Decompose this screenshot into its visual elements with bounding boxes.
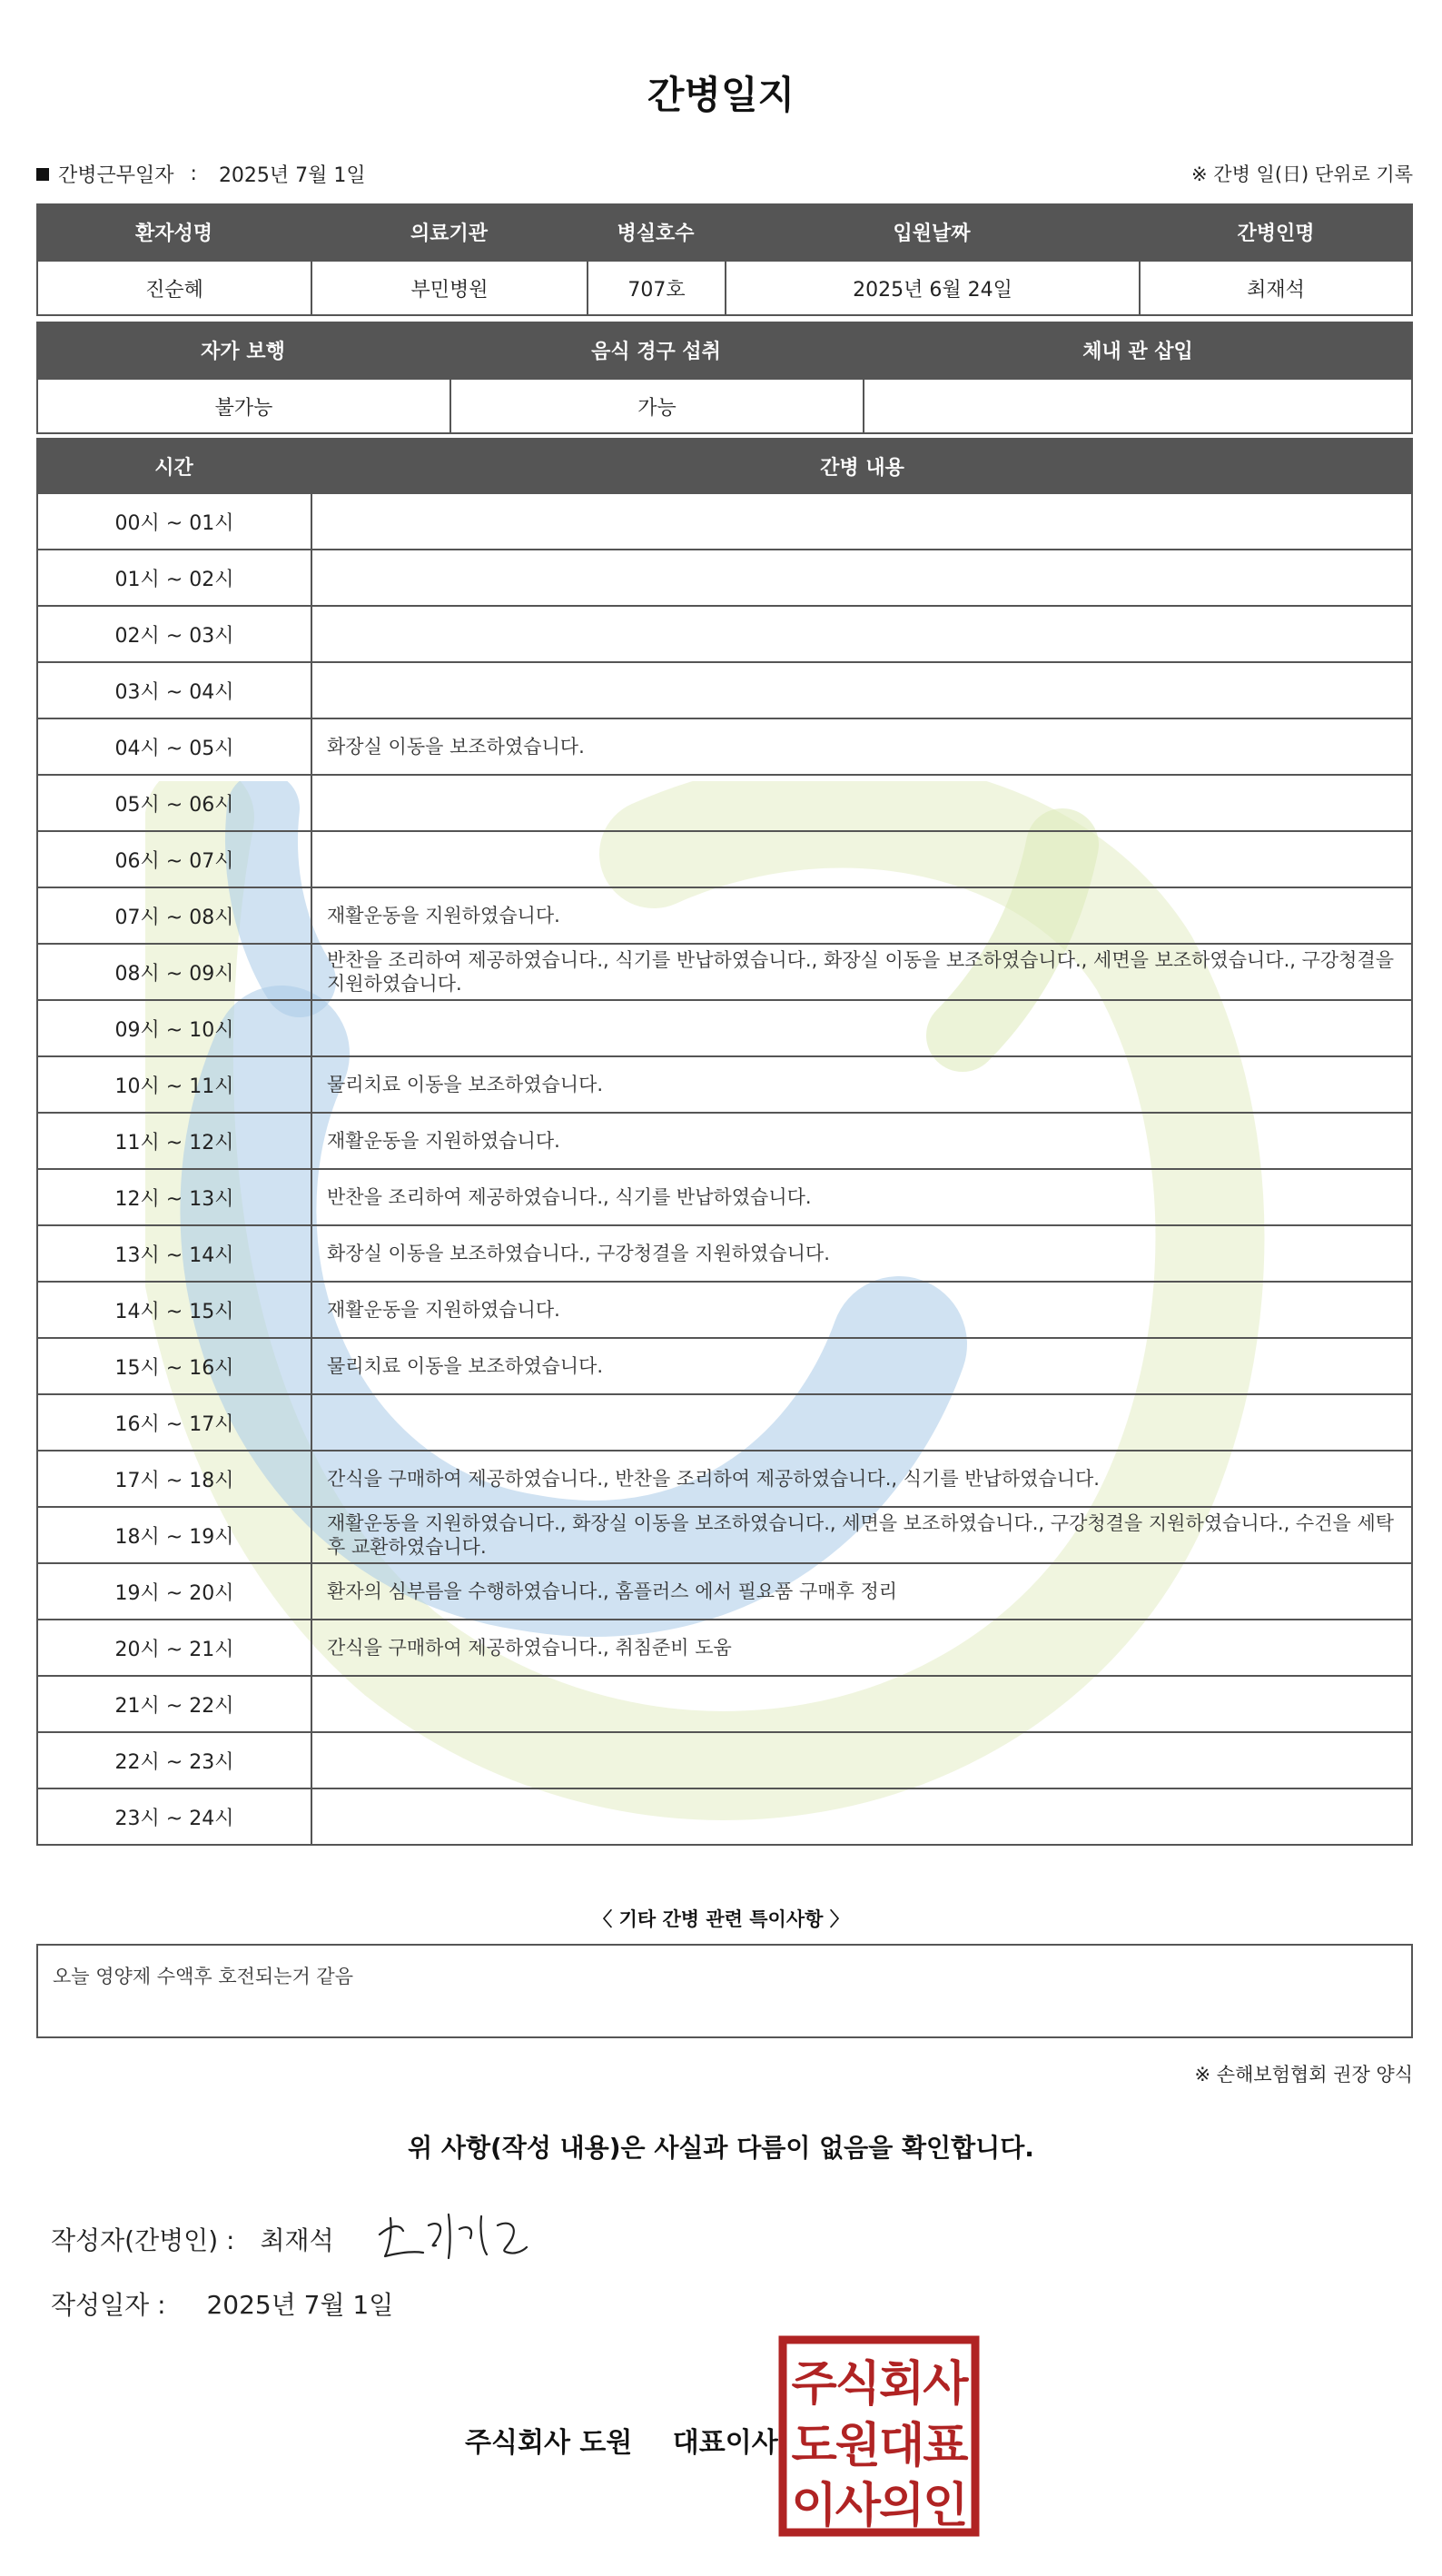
table-row <box>36 1508 1413 1564</box>
info-header-admission: 입원날짜 <box>725 203 1139 260</box>
log-time: 02시 ~ 03시 <box>38 607 312 661</box>
info-header-room: 병실호수 <box>587 203 725 260</box>
log-content <box>327 832 1398 887</box>
work-date-colon: : <box>190 163 197 185</box>
log-time: 12시 ~ 13시 <box>38 1170 312 1224</box>
log-content: 간식을 구매하여 제공하였습니다., 취침준비 도움 <box>327 1637 732 1659</box>
square-bullet-icon <box>36 168 49 181</box>
log-content: 재활운동을 지원하였습니다. <box>327 1299 560 1321</box>
table-row <box>36 1789 1413 1846</box>
log-time: 04시 ~ 05시 <box>38 719 312 774</box>
table-row <box>36 1339 1413 1395</box>
svg-text:도원대표: 도원대표 <box>791 2419 967 2473</box>
log-time: 00시 ~ 01시 <box>38 494 312 549</box>
log-content: 재활운동을 지원하였습니다. <box>327 905 560 926</box>
log-content <box>327 1001 1398 1055</box>
written-date-row <box>51 2285 393 2322</box>
log-content <box>327 1789 1398 1844</box>
info-value-room: 707호 <box>587 260 726 316</box>
info-value-hospital: 부민병원 <box>311 260 588 316</box>
log-content <box>327 1395 1398 1450</box>
company-seal-stamp <box>777 2334 981 2538</box>
table-row <box>36 1114 1413 1170</box>
work-date <box>36 160 366 188</box>
log-content: 반찬을 조리하여 제공하였습니다., 식기를 반납하였습니다., 화장실 이동을 보조하였습니다., 세면을 보조하였습니다., 구강청결을 지원하였습니다. <box>327 949 1395 995</box>
status-header-walking: 자가 보행 <box>36 322 449 378</box>
log-time: 07시 ~ 08시 <box>38 888 312 943</box>
table-row <box>36 719 1413 776</box>
log-time: 17시 ~ 18시 <box>38 1451 312 1506</box>
writer-label: 작성자(간병인) : <box>51 2225 235 2255</box>
written-date-value: 2025년 7월 1일 <box>206 2290 394 2320</box>
log-time: 13시 ~ 14시 <box>38 1226 312 1281</box>
log-content <box>327 1677 1398 1731</box>
info-header-patient: 환자성명 <box>36 203 311 260</box>
log-content <box>327 550 1398 605</box>
log-content: 재활운동을 지원하였습니다., 화장실 이동을 보조하였습니다., 세면을 보조하였습니다., 구강청결을 지원하였습니다., 수건을 세탁 후 교환하였습니다. <box>327 1512 1395 1558</box>
written-date-label: 작성일자 : <box>51 2290 166 2320</box>
table-row <box>36 1677 1413 1733</box>
log-time: 09시 ~ 10시 <box>38 1001 312 1055</box>
status-value-tube <box>863 378 1413 434</box>
table-row <box>36 1170 1413 1226</box>
table-row <box>36 888 1413 945</box>
log-content <box>327 1733 1398 1788</box>
log-time: 15시 ~ 16시 <box>38 1339 312 1393</box>
company-name: 주식회사 도원 <box>465 2427 633 2459</box>
handwritten-signature <box>372 2198 536 2267</box>
log-content: 화장실 이동을 보조하였습니다. <box>327 736 585 758</box>
log-time: 23시 ~ 24시 <box>38 1789 312 1844</box>
table-row <box>36 1451 1413 1508</box>
log-time: 18시 ~ 19시 <box>38 1508 312 1562</box>
log-time: 11시 ~ 12시 <box>38 1114 312 1168</box>
company-rep-title: 대표이사 <box>672 2427 778 2459</box>
table-row <box>36 832 1413 888</box>
status-value-walking: 불가능 <box>36 378 451 434</box>
log-time: 19시 ~ 20시 <box>38 1564 312 1619</box>
status-header-tube: 체내 관 삽입 <box>863 322 1413 378</box>
log-content: 물리치료 이동을 보조하였습니다. <box>327 1074 604 1095</box>
log-time: 01시 ~ 02시 <box>38 550 312 605</box>
table-row <box>36 607 1413 663</box>
table-row <box>36 1283 1413 1339</box>
writer-row <box>51 2221 334 2257</box>
log-content: 반찬을 조리하여 제공하였습니다., 식기를 반납하였습니다. <box>327 1186 812 1208</box>
info-value-patient: 진순혜 <box>36 260 312 316</box>
log-content: 화장실 이동을 보조하였습니다., 구강청결을 지원하였습니다. <box>327 1243 830 1264</box>
table-row <box>36 550 1413 607</box>
log-time: 20시 ~ 21시 <box>38 1620 312 1675</box>
info-header-hospital: 의료기관 <box>311 203 587 260</box>
log-header-content: 간병 내용 <box>311 438 1413 494</box>
table-row <box>36 1001 1413 1057</box>
log-time: 03시 ~ 04시 <box>38 663 312 718</box>
record-note: ※ 간병 일(日) 단위로 기록 <box>1191 163 1413 185</box>
table-row <box>36 494 1413 550</box>
log-content <box>327 494 1398 549</box>
log-header-time: 시간 <box>36 438 311 494</box>
log-content: 간식을 구매하여 제공하였습니다., 반찬을 조리하여 제공하였습니다., 식기를 반납하였습니다. <box>327 1468 1100 1490</box>
page-title: 간병일지 <box>647 73 795 117</box>
status-value-oral-intake: 가능 <box>449 378 864 434</box>
meta-row <box>36 160 1413 189</box>
log-content <box>327 607 1398 661</box>
table-row <box>36 1226 1413 1283</box>
notes-title: 〈 기타 간병 관련 특이사항 〉 <box>593 1908 849 1930</box>
work-date-label: 간병근무일자 <box>58 164 174 187</box>
log-content: 환자의 심부름을 수행하였습니다., 홈플러스 에서 필요품 구매후 정리 <box>327 1580 898 1602</box>
log-time: 08시 ~ 09시 <box>38 945 312 999</box>
log-time: 22시 ~ 23시 <box>38 1733 312 1788</box>
table-row <box>36 1564 1413 1620</box>
info-value-caregiver: 최재석 <box>1139 260 1413 316</box>
table-row <box>36 1620 1413 1677</box>
table-row <box>36 1057 1413 1114</box>
svg-text:이사의인: 이사의인 <box>791 2479 967 2533</box>
table-row <box>36 945 1413 1001</box>
log-content <box>327 663 1398 718</box>
table-row <box>36 776 1413 832</box>
table-row <box>36 1733 1413 1789</box>
log-time: 14시 ~ 15시 <box>38 1283 312 1337</box>
log-content: 재활운동을 지원하였습니다. <box>327 1130 560 1152</box>
info-header-caregiver: 간병인명 <box>1139 203 1413 260</box>
log-content: 물리치료 이동을 보조하였습니다. <box>327 1355 604 1377</box>
form-source-note: ※ 손해보험협회 권장 양식 <box>1194 2064 1413 2086</box>
info-value-admission: 2025년 6월 24일 <box>725 260 1141 316</box>
log-time: 06시 ~ 07시 <box>38 832 312 887</box>
table-row <box>36 663 1413 719</box>
log-time: 10시 ~ 11시 <box>38 1057 312 1112</box>
table-row <box>36 1395 1413 1451</box>
work-date-value: 2025년 7월 1일 <box>218 164 366 187</box>
svg-text:주식회사: 주식회사 <box>791 2357 967 2412</box>
log-time: 16시 ~ 17시 <box>38 1395 312 1450</box>
log-content <box>327 776 1398 830</box>
writer-name: 최재석 <box>260 2225 334 2255</box>
confirmation-statement: 위 사항(작성 내용)은 사실과 다름이 없음을 확인합니다. <box>408 2133 1034 2163</box>
log-time: 05시 ~ 06시 <box>38 776 312 830</box>
log-time: 21시 ~ 22시 <box>38 1677 312 1731</box>
company-line <box>465 2420 778 2460</box>
status-header-oral-intake: 음식 경구 섭취 <box>449 322 863 378</box>
notes-box: 오늘 영양제 수액후 호전되는거 같음 <box>36 1944 1413 2038</box>
